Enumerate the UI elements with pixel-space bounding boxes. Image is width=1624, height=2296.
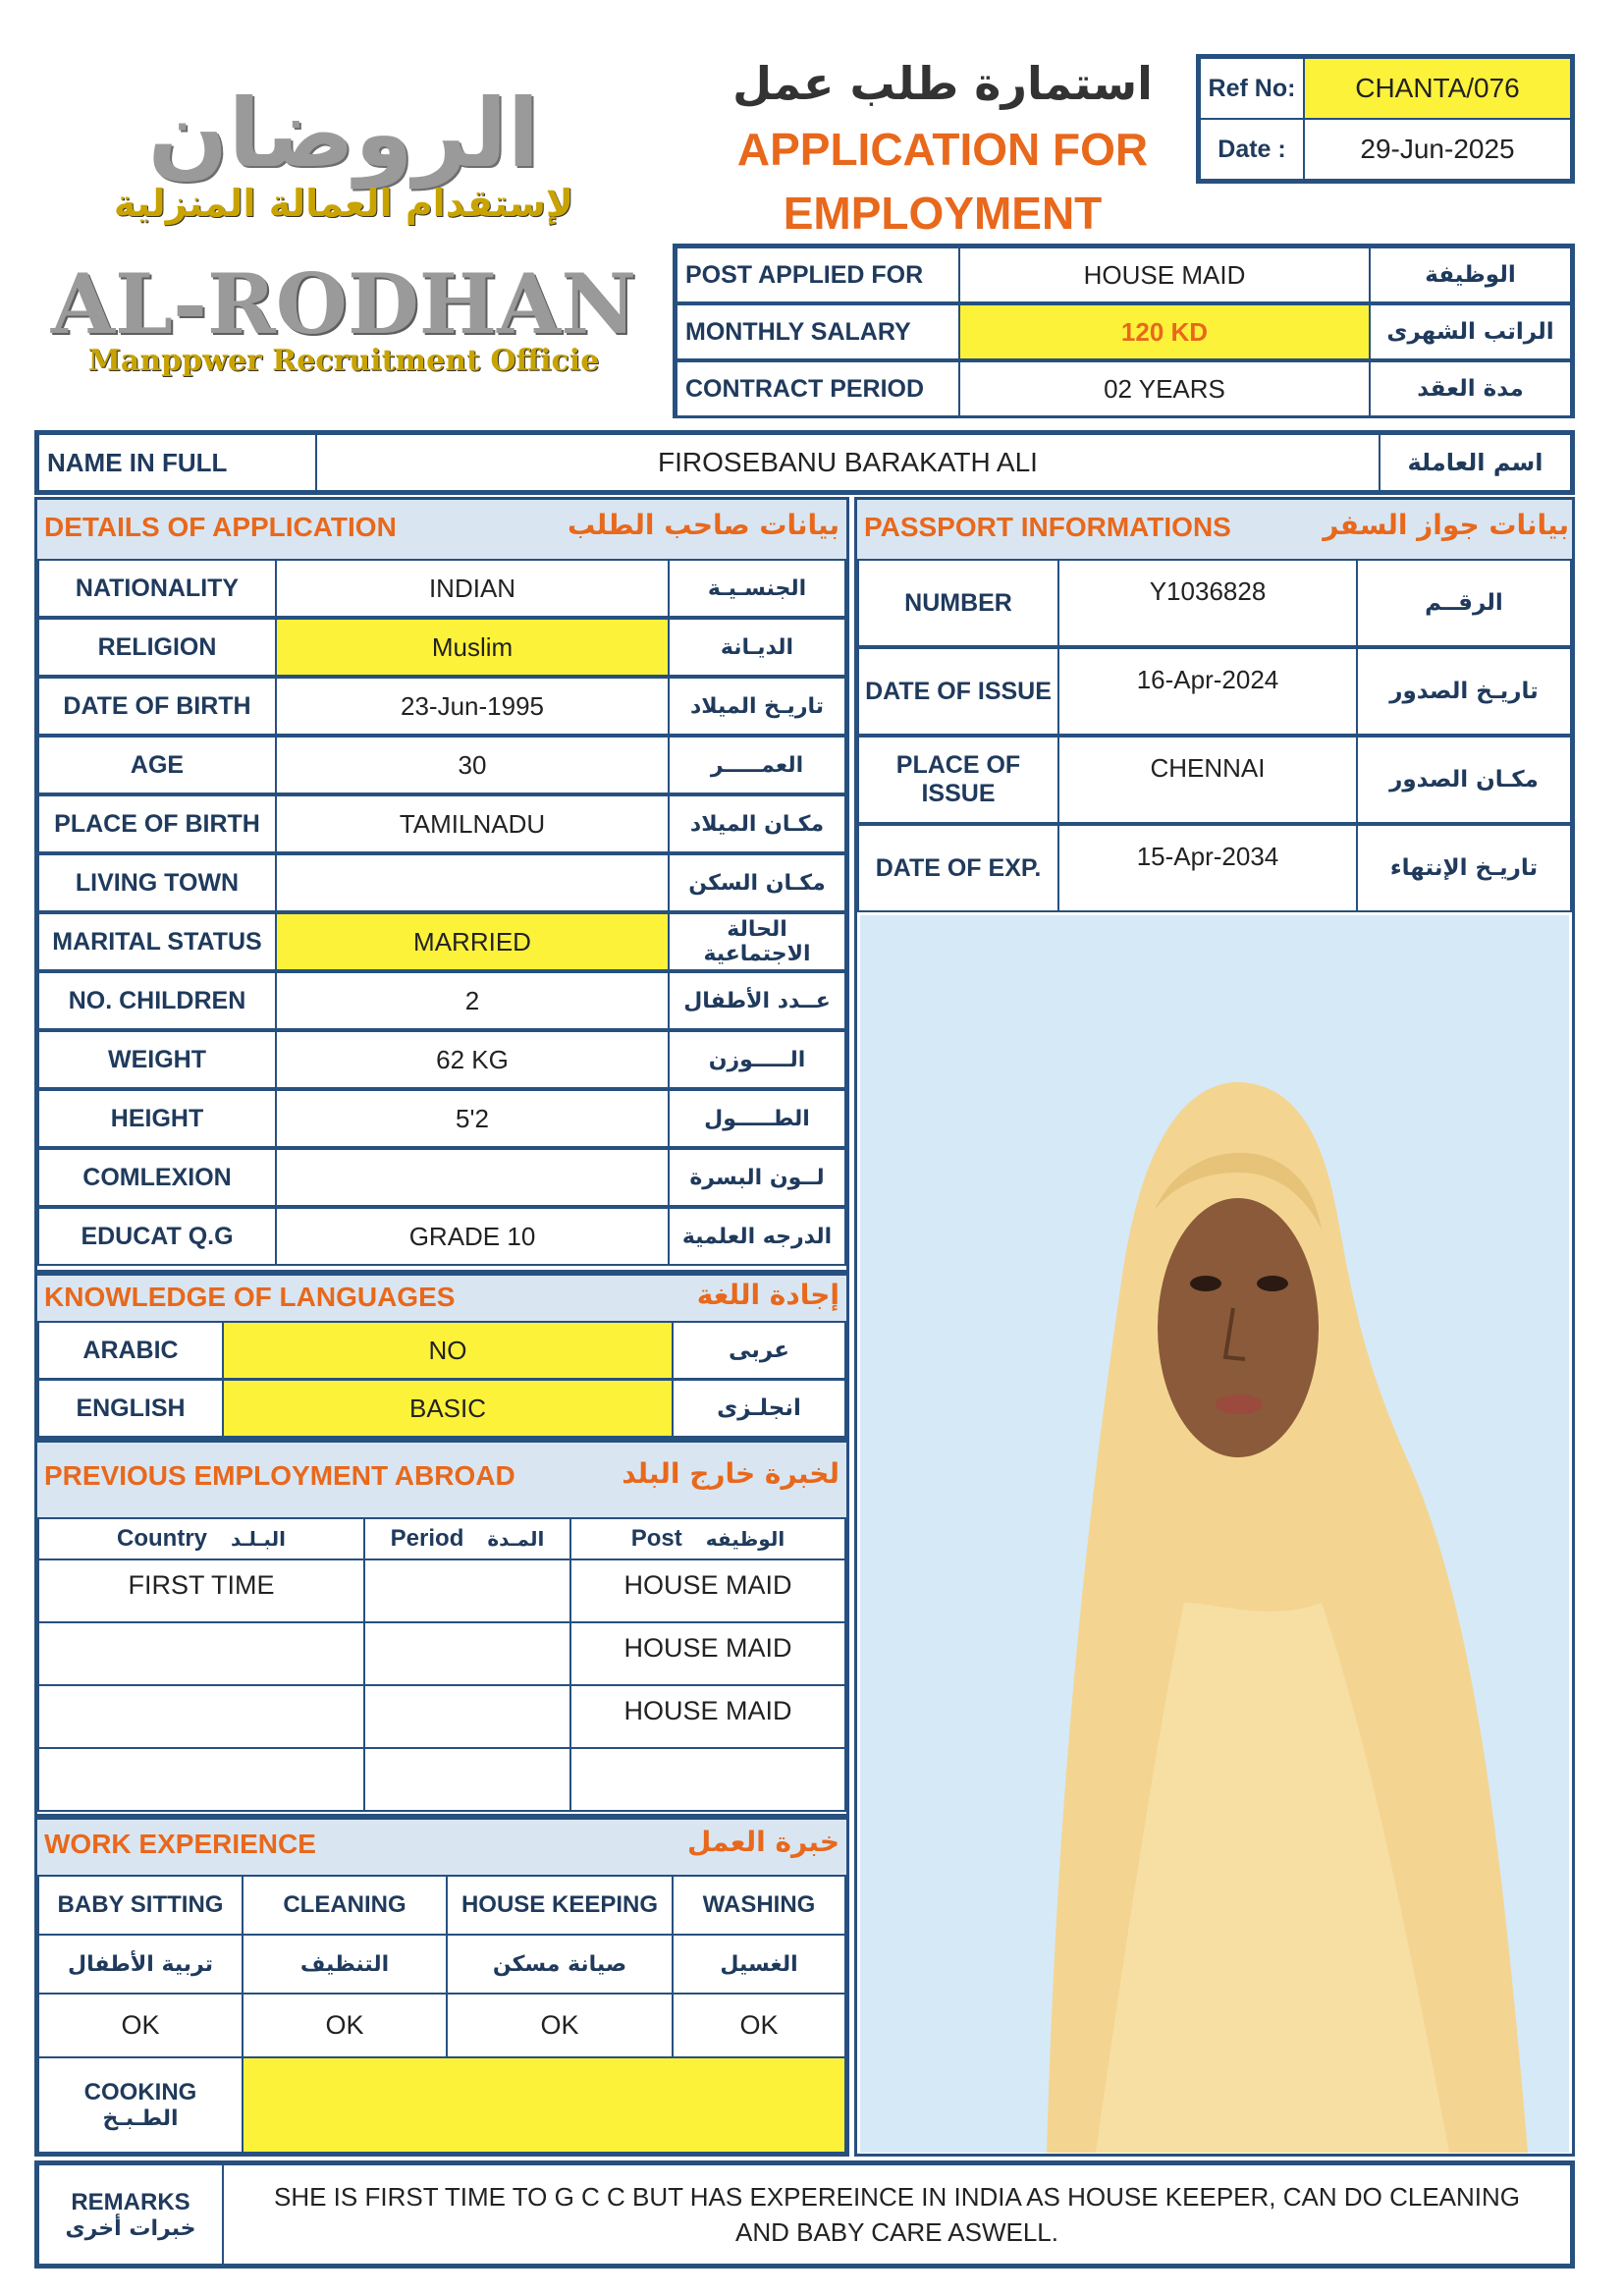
passport-row-label: PLACE OF ISSUE	[857, 736, 1059, 824]
employment-cell	[37, 1621, 365, 1686]
application-row-arabic: لــون البسرة	[668, 1148, 846, 1207]
language-row-value: NO	[222, 1321, 674, 1380]
work-title-arabic: خبرة العمل	[687, 1826, 839, 1858]
application-row-arabic: الدرجه العلمية	[668, 1207, 846, 1266]
passport-row-label: DATE OF ISSUE	[857, 647, 1059, 736]
passport-title: PASSPORT INFORMATIONS	[864, 512, 1231, 542]
employment-title: PREVIOUS EMPLOYMENT ABROAD	[44, 1460, 515, 1491]
work-skill-arabic: صيانة مسكن	[446, 1934, 674, 1995]
application-row-label: PLACE OF BIRTH	[37, 794, 277, 853]
remarks-label-en: REMARKS	[71, 2188, 190, 2215]
employment-cell	[363, 1558, 571, 1623]
application-row-value: INDIAN	[275, 559, 670, 618]
name-arabic-label: اسم العاملة	[1379, 433, 1572, 492]
application-row-label: COMLEXION	[37, 1148, 277, 1207]
ref-no-label: Ref No:	[1199, 57, 1305, 120]
language-row-value: BASIC	[222, 1379, 674, 1438]
application-row-arabic: العمـــــر	[668, 736, 846, 794]
languages-title: KNOWLEDGE OF LANGUAGES	[44, 1282, 456, 1312]
application-row-arabic: مكـان السكن	[668, 853, 846, 912]
employment-header-ar: المـدة	[487, 1527, 545, 1551]
date-label: Date :	[1199, 118, 1305, 181]
post-row-value: 02 YEARS	[958, 360, 1371, 417]
passport-row-arabic: تاريـخ الصدور	[1356, 647, 1572, 736]
employment-cell	[363, 1684, 571, 1749]
application-row-value: 30	[275, 736, 670, 794]
work-skill-arabic: التنظيف	[242, 1934, 448, 1995]
work-skill-label: CLEANING	[242, 1875, 448, 1936]
post-row-label: CONTRACT PERIOD	[676, 360, 960, 417]
name-label: NAME IN FULL	[37, 433, 317, 492]
language-row-arabic: انجلـزى	[672, 1379, 846, 1438]
form-title-line1: APPLICATION FOR	[736, 124, 1149, 175]
employment-cell: HOUSE MAID	[569, 1558, 846, 1623]
employment-header	[37, 1517, 365, 1560]
post-row-arabic: مدة العقد	[1369, 360, 1572, 417]
application-title: DETAILS OF APPLICATION	[44, 512, 397, 542]
language-row-arabic: عربى	[672, 1321, 846, 1380]
employment-header-ar: البـلـد	[231, 1527, 286, 1551]
employment-title-arabic: لخبرة خارج البلد	[622, 1457, 839, 1490]
application-row-value	[275, 1148, 670, 1207]
work-skill-arabic: تربية الأطفال	[37, 1934, 244, 1995]
remarks-label-ar: خبرات أخرى	[65, 2215, 196, 2241]
name-value: FIROSEBANU BARAKATH ALI	[315, 433, 1380, 492]
work-skill-label: WASHING	[672, 1875, 846, 1936]
application-row-arabic: الـــــوزن	[668, 1030, 846, 1089]
logo-arabic-tagline: لإستقدام العمالة المنزلية	[113, 182, 574, 225]
application-row-arabic: الطـــــول	[668, 1089, 846, 1148]
application-row-value: 62 KG	[275, 1030, 670, 1089]
application-row-value: 5'2	[275, 1089, 670, 1148]
languages-title-arabic: إجادة اللغة	[696, 1279, 839, 1311]
work-skill-label: HOUSE KEEPING	[446, 1875, 674, 1936]
application-row-value: GRADE 10	[275, 1207, 670, 1266]
remarks-text: SHE IS FIRST TIME TO G C C BUT HAS EXPEREINCE IN INDIA AS HOUSE KEEPER, CAN DO CLEANING AND BABY CARE ASWELL.	[222, 2163, 1572, 2266]
ref-no-value: CHANTA/076	[1303, 57, 1572, 120]
employment-cell	[569, 1747, 846, 1812]
application-row-label: HEIGHT	[37, 1089, 277, 1148]
application-row-label: DATE OF BIRTH	[37, 677, 277, 736]
form-title-arabic: استمارة طلب عمل	[732, 57, 1153, 110]
form-title-line2: EMPLOYMENT	[783, 188, 1103, 239]
application-row-label: AGE	[37, 736, 277, 794]
employment-cell: HOUSE MAID	[569, 1621, 846, 1686]
employment-cell	[37, 1747, 365, 1812]
post-row-value: HOUSE MAID	[958, 246, 1371, 303]
post-row-arabic: الوظيفة	[1369, 246, 1572, 303]
cooking-label-ar: الطـبـخ	[102, 2106, 179, 2131]
application-row-value: 23-Jun-1995	[275, 677, 670, 736]
post-row-label: MONTHLY SALARY	[676, 303, 960, 360]
application-row-label: RELIGION	[37, 618, 277, 677]
work-title: WORK EXPERIENCE	[44, 1829, 316, 1859]
work-skill-label: BABY SITTING	[37, 1875, 244, 1936]
application-title-arabic: بيانات صاحب الطلب	[568, 509, 839, 541]
employment-cell	[37, 1684, 365, 1749]
passport-row-label: DATE OF EXP.	[857, 824, 1059, 912]
logo-arabic-name: الروضان	[147, 79, 540, 189]
application-row-label: NO. CHILDREN	[37, 971, 277, 1030]
logo-english-name: AL-RODHAN	[50, 255, 637, 353]
application-row-label: MARITAL STATUS	[37, 912, 277, 971]
cooking-value	[242, 2056, 846, 2154]
application-row-arabic: تاريـخ الميلاد	[668, 677, 846, 736]
date-value: 29-Jun-2025	[1303, 118, 1572, 181]
passport-row-arabic: مكـان الصدور	[1356, 736, 1572, 824]
application-row-arabic: الجنسـيـة	[668, 559, 846, 618]
company-logo	[29, 59, 648, 393]
application-row-arabic: الديـانة	[668, 618, 846, 677]
remarks-label	[37, 2163, 224, 2266]
passport-row-label: NUMBER	[857, 559, 1059, 647]
passport-row-arabic: تاريـخ الإنتهاء	[1356, 824, 1572, 912]
work-skill-value: OK	[446, 1993, 674, 2058]
language-row-label: ENGLISH	[37, 1379, 224, 1438]
applicant-photo-illustration	[860, 915, 1569, 2153]
passport-row-value: 15-Apr-2034	[1057, 824, 1358, 912]
post-row-value: 120 KD	[958, 303, 1371, 360]
passport-row-arabic: الرقــم	[1356, 559, 1572, 647]
employment-cell	[363, 1621, 571, 1686]
application-row-value: TAMILNADU	[275, 794, 670, 853]
logo-english-tagline: Manppwer Recruitment Officie	[87, 344, 600, 378]
application-row-value	[275, 853, 670, 912]
cooking-label	[37, 2056, 244, 2154]
employment-cell: HOUSE MAID	[569, 1684, 846, 1749]
employment-header-en: Post	[630, 1525, 682, 1552]
application-row-label: EDUCAT Q.G	[37, 1207, 277, 1266]
work-skill-value: OK	[672, 1993, 846, 2058]
cooking-label-en: COOKING	[83, 2079, 197, 2105]
application-row-arabic: عــدد الأطفال	[668, 971, 846, 1030]
application-row-label: WEIGHT	[37, 1030, 277, 1089]
work-skill-value: OK	[37, 1993, 244, 2058]
employment-header-en: Country	[117, 1525, 208, 1552]
employment-header-en: Period	[390, 1525, 464, 1552]
work-skill-value: OK	[242, 1993, 448, 2058]
post-row-label: POST APPLIED FOR	[676, 246, 960, 303]
passport-title-arabic: بيانات جواز السفر	[1323, 509, 1569, 541]
employment-cell: FIRST TIME	[37, 1558, 365, 1623]
applicant-photo	[860, 915, 1569, 2153]
application-row-label: NATIONALITY	[37, 559, 277, 618]
application-row-value: Muslim	[275, 618, 670, 677]
passport-row-value: CHENNAI	[1057, 736, 1358, 824]
work-skill-arabic: الغسيل	[672, 1934, 846, 1995]
application-row-label: LIVING TOWN	[37, 853, 277, 912]
application-row-value: MARRIED	[275, 912, 670, 971]
employment-header	[569, 1517, 846, 1560]
employment-header	[363, 1517, 571, 1560]
post-row-arabic: الراتب الشهرى	[1369, 303, 1572, 360]
employment-cell	[363, 1747, 571, 1812]
application-row-arabic: الحالة الاجتماعية	[668, 912, 846, 971]
passport-row-value: 16-Apr-2024	[1057, 647, 1358, 736]
language-row-label: ARABIC	[37, 1321, 224, 1380]
passport-row-value: Y1036828	[1057, 559, 1358, 647]
application-row-value: 2	[275, 971, 670, 1030]
employment-header-ar: الوظيفه	[705, 1527, 785, 1551]
application-row-arabic: مكـان الميلاد	[668, 794, 846, 853]
